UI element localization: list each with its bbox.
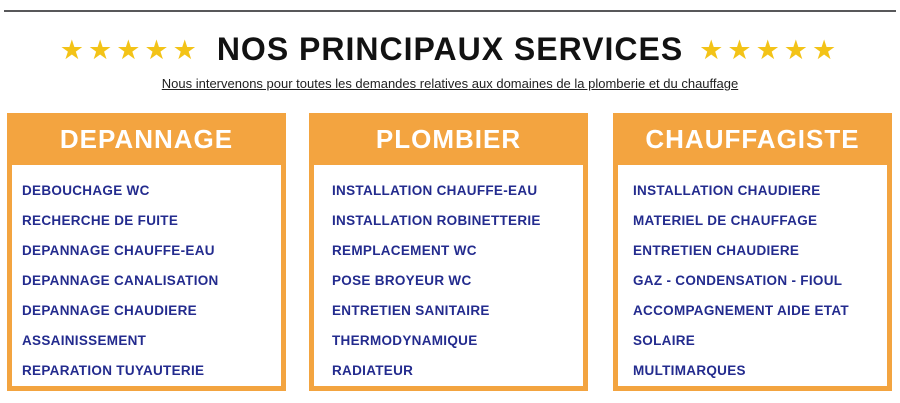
service-item[interactable]: ASSAINISSEMENT: [22, 332, 147, 348]
service-item[interactable]: THERMODYNAMIQUE: [332, 332, 478, 348]
column-title: CHAUFFAGISTE: [645, 123, 860, 154]
service-item[interactable]: INSTALLATION ROBINETTERIE: [332, 212, 541, 228]
column-header: [309, 113, 588, 165]
service-item[interactable]: RECHERCHE DE FUITE: [22, 212, 179, 228]
column-header: [613, 113, 892, 165]
service-list: [314, 165, 583, 386]
service-item[interactable]: DEPANNAGE CANALISATION: [22, 272, 219, 288]
service-item[interactable]: MATERIEL DE CHAUFFAGE: [633, 212, 818, 228]
service-item[interactable]: RADIATEUR: [332, 362, 414, 378]
service-item[interactable]: MULTIMARQUES: [633, 362, 746, 378]
service-box: [613, 113, 892, 391]
page-subtitle: Nous intervenons pour toutes les demandes relatives aux domaines de la plomberie et du chauffage: [161, 76, 739, 91]
star-rating-left-icon: ★★★★★: [59, 34, 201, 65]
page-title: NOS PRINCIPAUX SERVICES: [216, 30, 684, 67]
service-item[interactable]: ACCOMPAGNEMENT AIDE ETAT: [633, 302, 849, 318]
title-row: [0, 28, 900, 70]
star-rating-right-icon: ★★★★★: [699, 34, 841, 65]
service-item[interactable]: GAZ - CONDENSATION - FIOUL: [633, 272, 843, 288]
service-item[interactable]: ENTRETIEN SANITAIRE: [332, 302, 490, 318]
service-item[interactable]: INSTALLATION CHAUFFE-EAU: [332, 182, 538, 198]
column-title: DEPANNAGE: [59, 123, 234, 154]
service-item[interactable]: DEPANNAGE CHAUFFE-EAU: [22, 242, 215, 258]
service-item[interactable]: INSTALLATION CHAUDIERE: [633, 182, 821, 198]
service-item[interactable]: SOLAIRE: [633, 332, 696, 348]
service-item[interactable]: DEBOUCHAGE WC: [22, 182, 150, 198]
service-box: [309, 113, 588, 391]
service-item[interactable]: REPARATION TUYAUTERIE: [22, 362, 205, 378]
service-item[interactable]: REMPLACEMENT WC: [332, 242, 477, 258]
service-list: [618, 165, 887, 386]
service-box: [7, 113, 286, 391]
top-divider: [4, 10, 896, 12]
column-header: [7, 113, 286, 165]
service-item[interactable]: DEPANNAGE CHAUDIERE: [22, 302, 197, 318]
service-item[interactable]: ENTRETIEN CHAUDIERE: [633, 242, 800, 258]
service-item[interactable]: POSE BROYEUR WC: [332, 272, 472, 288]
service-list: [12, 165, 281, 386]
column-title: PLOMBIER: [375, 123, 522, 154]
